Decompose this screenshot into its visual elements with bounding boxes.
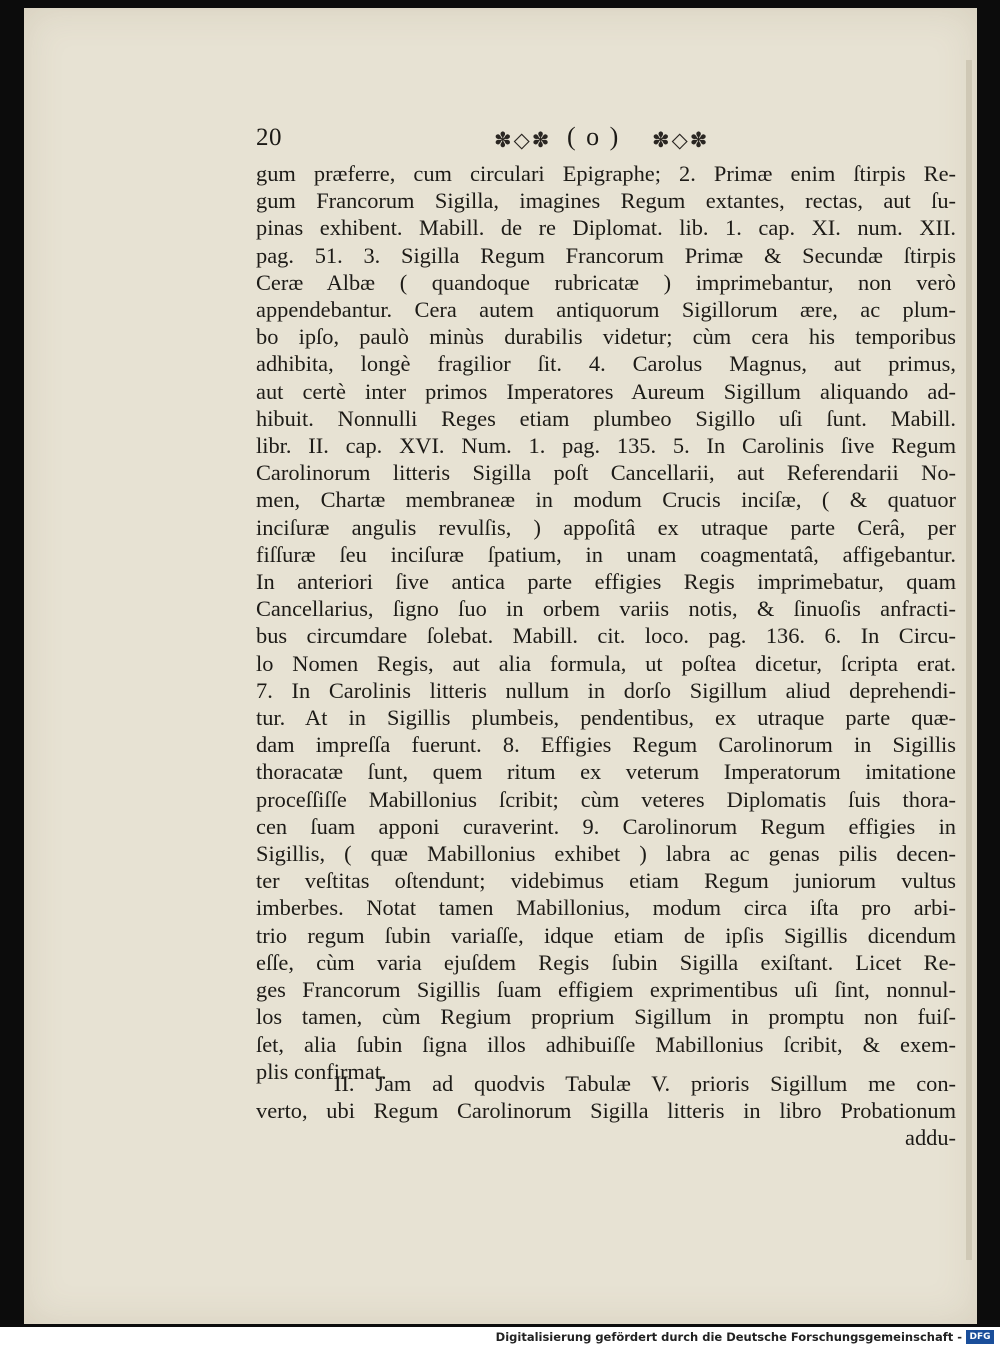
text-line: ges Francorum Sigillis ſuam effigiem exprimentibus uſi ſint, nonnul- <box>256 977 956 1003</box>
text-line: adhibita, longè fragilior ſit. 4. Carolus Magnus, aut primus, <box>256 351 956 377</box>
text-line: II. Jam ad quodvis Tabulæ V. prioris Sigillum me con- <box>334 1071 956 1096</box>
body-paragraph-1 <box>256 160 956 1085</box>
text-line: proceſſiſſe Mabillonius ſcribit; cùm veteres Diplomatis ſuis thora- <box>256 786 956 812</box>
ornament-left: ✽◇✽ <box>494 128 552 152</box>
text-line: bo ipſo, paulò minùs durabilis videtur; cùm cera his temporibus <box>256 324 956 350</box>
funding-credit: Digitalisierung gefördert durch die Deutsche Forschungsgemeinschaft - <box>495 1330 962 1344</box>
text-line: libr. II. cap. XVI. Num. 1. pag. 135. 5. In Carolinis ſive Regum <box>256 433 956 459</box>
page-edge <box>966 60 972 1260</box>
text-line: thoracatæ ſunt, quem ritum ex veterum Imperatorum imitatione <box>256 759 956 785</box>
text-line: cen ſuam apponi curaverint. 9. Carolinorum Regum effigies in <box>256 813 956 839</box>
signature-mark: ( o ) <box>567 122 621 151</box>
text-line: hibuit. Nonnulli Reges etiam plumbeo Sigillo uſi ſunt. Mabill. <box>256 405 956 431</box>
text-line: lo Nomen Regis, aut alia formula, ut poſtea dicetur, ſcripta erat. <box>256 650 956 676</box>
text-line: los tamen, cùm Regium proprium Sigillum in promptu non fuiſ- <box>256 1004 956 1030</box>
text-line: bus circumdare ſolebat. Mabill. cit. loco. pag. 136. 6. In Circu- <box>256 623 956 649</box>
text-line: inciſuræ angulis revulſis, ) appoſitâ ex utraque parte Cerâ, per <box>256 514 956 540</box>
ornament-right: ✽◇✽ <box>652 128 710 152</box>
catchword: addu- <box>905 1125 956 1151</box>
text-line: aut certè inter primos Imperatores Aureum Sigillum aliquando ad- <box>256 378 956 404</box>
text-line: men, Chartæ membraneæ in modum Crucis inciſæ, ( & quatuor <box>256 487 956 513</box>
text-line: dam impreſſa fuerunt. 8. Effigies Regum Carolinorum in Sigillis <box>256 732 956 758</box>
text-line: Ceræ Albæ ( quandoque rubricatæ ) imprimebantur, non verò <box>256 269 956 295</box>
text-line: pag. 51. 3. Sigilla Regum Francorum Primæ & Secundæ ſtirpis <box>256 242 956 268</box>
dfg-logo-icon: DFG <box>966 1330 994 1344</box>
text-line: gum Francorum Sigilla, imagines Regum extantes, rectas, aut ſu- <box>256 188 956 214</box>
text-line: verto, ubi Regum Carolinorum Sigilla litteris in libro Probationum <box>256 1098 956 1124</box>
text-line: appendebantur. Cera autem antiquorum Sigillorum ære, ac plum- <box>256 297 956 323</box>
page-number: 20 <box>256 124 282 151</box>
text-line: 7. In Carolinis litteris nullum in dorſo Sigillum aliud deprehendi- <box>256 677 956 703</box>
text-line: imberbes. Notat tamen Mabillonius, modum circa iſta pro arbi- <box>256 895 956 921</box>
text-line: Cancellarius, ſigno ſuo in orbem variis notis, & ſinuoſis anfracti- <box>256 596 956 622</box>
text-line: tur. At in Sigillis plumbeis, pendentibus, ex utraque parte quæ- <box>256 705 956 731</box>
text-line: trio regum ſubin variaſſe, idque etiam de ipſis Sigillis dicendum <box>256 922 956 948</box>
text-line: eſſe, cùm varia ejuſdem Regis ſubin Sigilla exiſtant. Licet Re- <box>256 949 956 975</box>
text-line: pinas exhibent. Mabill. de re Diplomat. lib. 1. cap. XI. num. XII. <box>256 215 956 241</box>
text-line: Carolinorum litteris Sigilla poſt Cancellarii, aut Referendarii No- <box>256 460 956 486</box>
text-line: Sigillis, ( quæ Mabillonius exhibet ) labra ac genas pilis decen- <box>256 841 956 867</box>
text-line: gum præferre, cum circulari Epigraphe; 2. Primæ enim ſtirpis Re- <box>256 161 956 186</box>
text-line: In anteriori ſive antica parte effigies Regis imprimebatur, quam <box>256 569 956 595</box>
text-line: plis confirmat. <box>256 1058 387 1084</box>
body-paragraph-2 <box>256 1070 956 1152</box>
text-line: fiſſuræ ſeu inciſuræ ſpatium, in unam coagmentatâ, affigebantur. <box>256 541 956 567</box>
text-line: ſet, alia ſubin ſigna illos adhibuiſſe Mabillonius ſcribit, & exem- <box>256 1031 956 1057</box>
text-line: ter veſtitas oſtendunt; videbimus etiam Regum juniorum vultus <box>256 868 956 894</box>
running-header <box>232 122 962 156</box>
footer-bar <box>0 1329 1000 1347</box>
